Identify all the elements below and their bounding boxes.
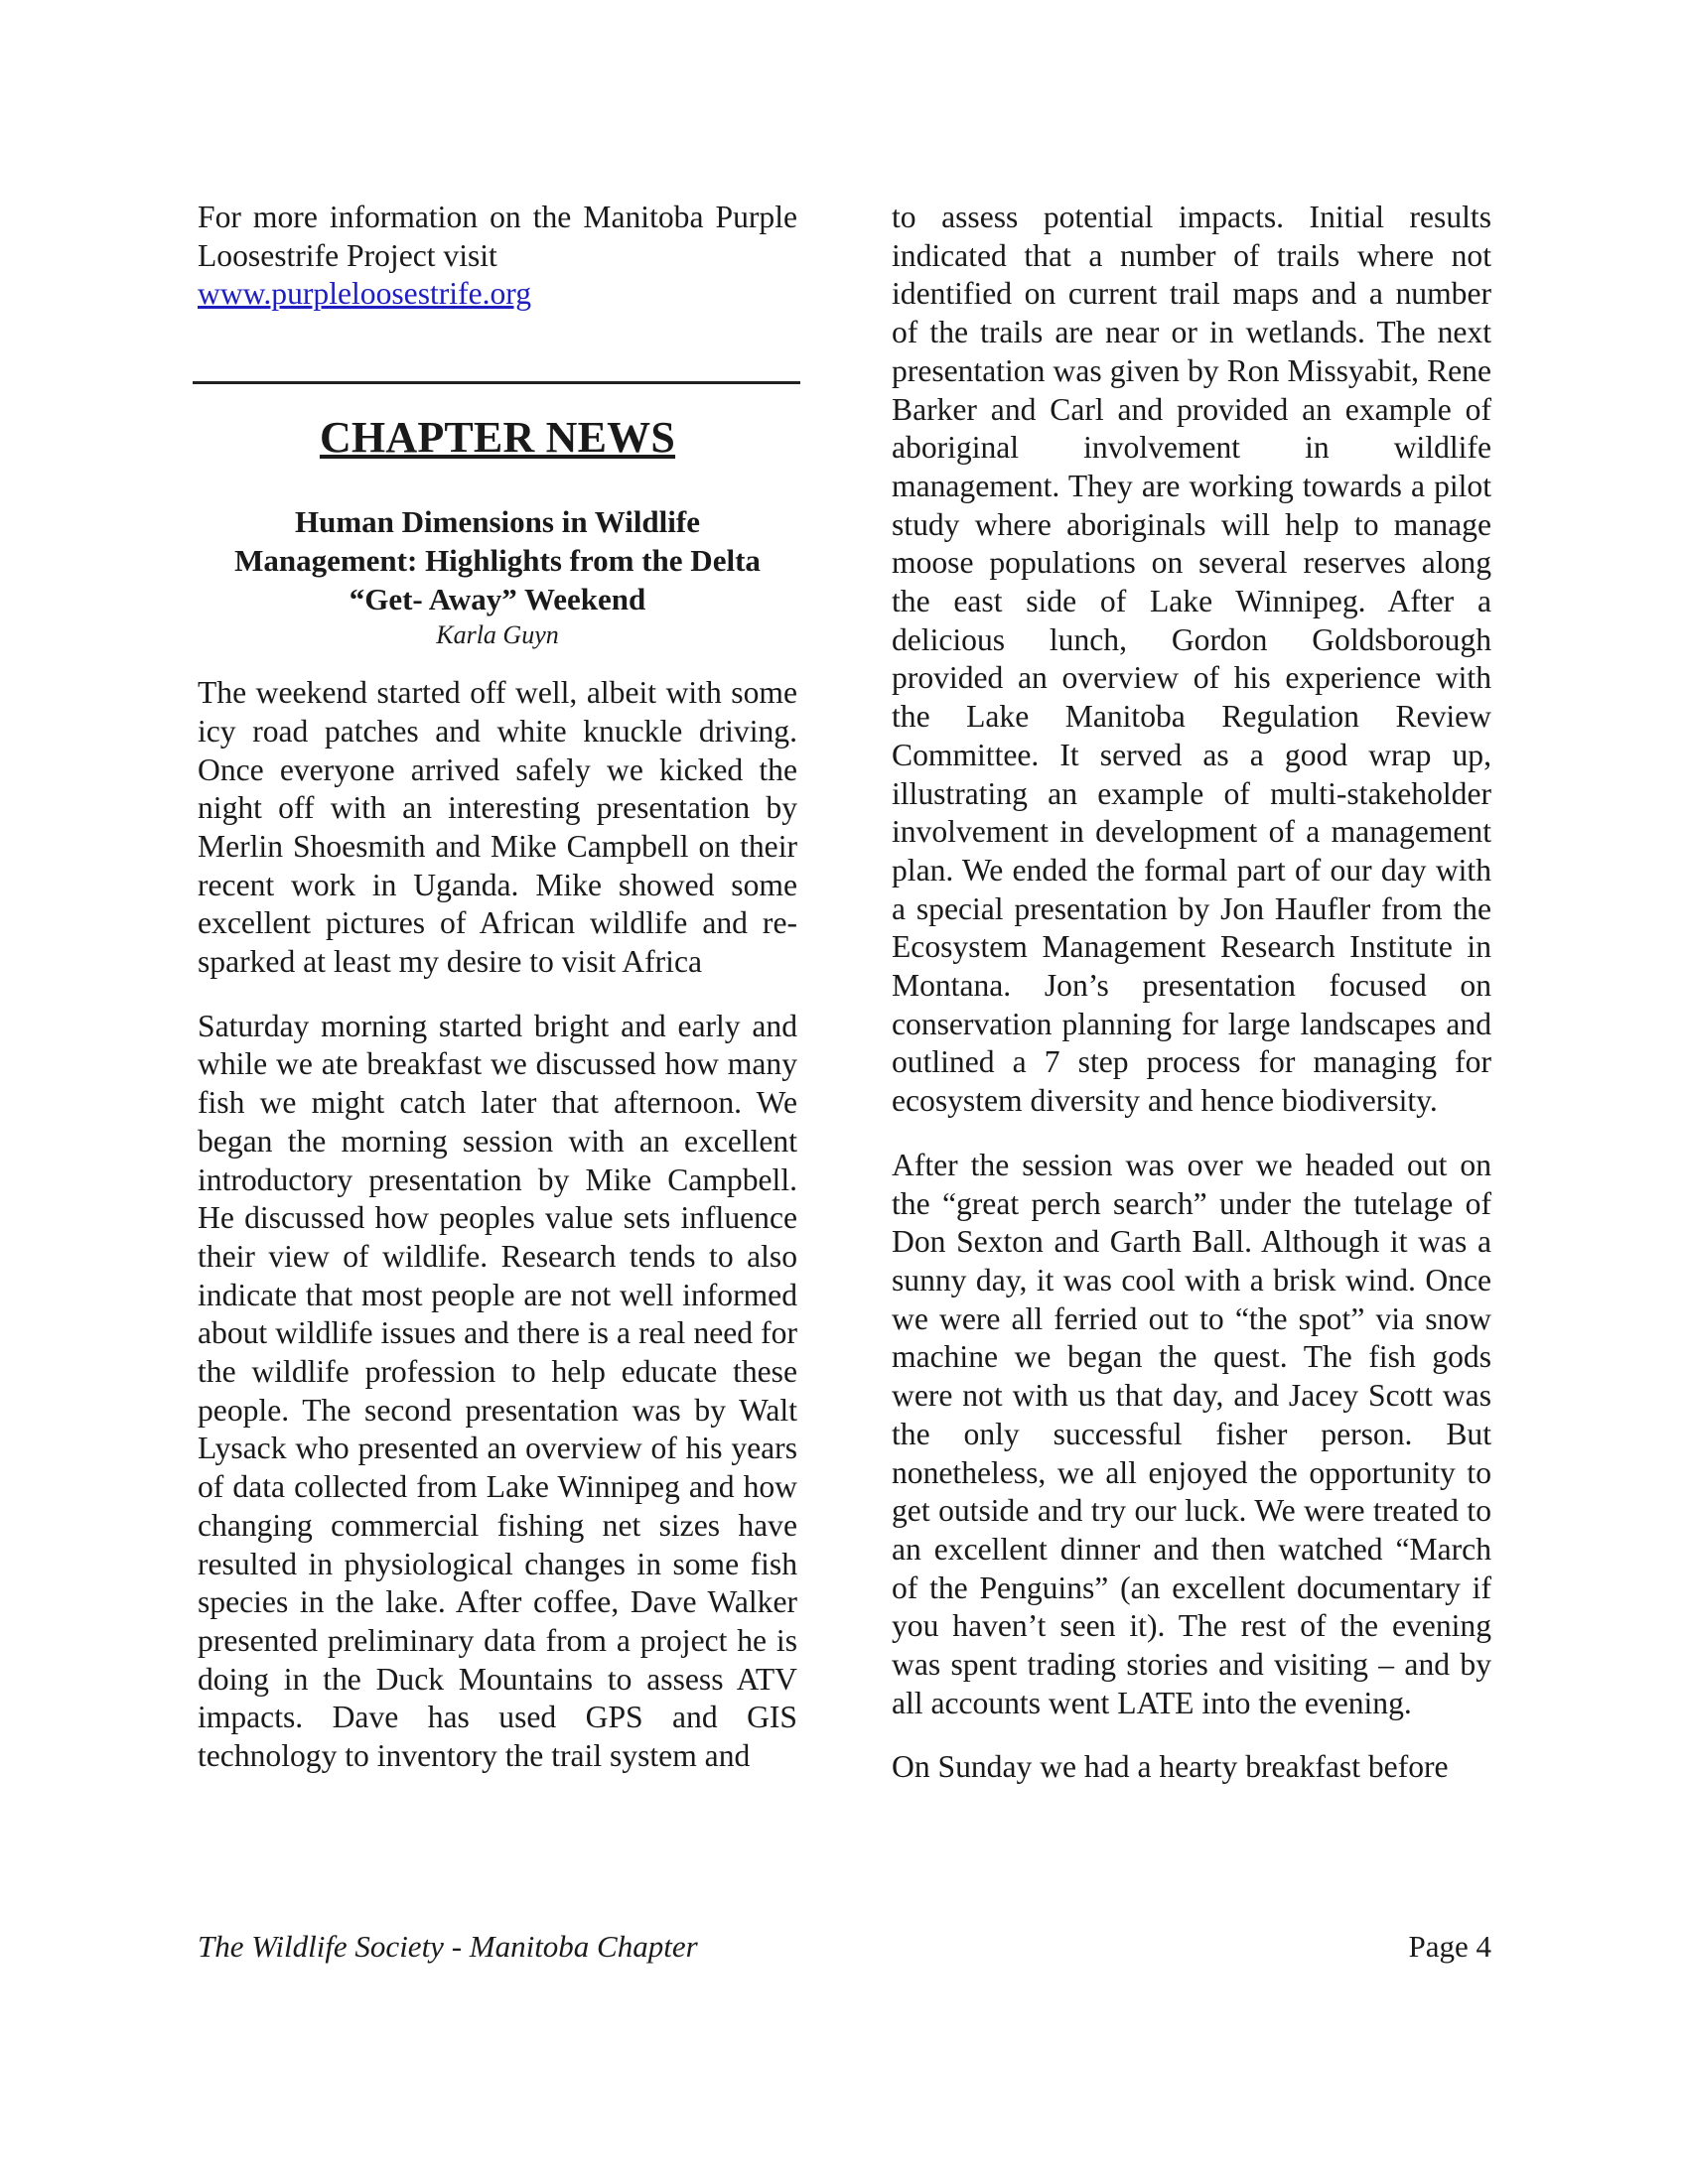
left-column (198, 199, 797, 1802)
left-paragraph-2: Saturday morning started bright and early and while we ate breakfast we discussed how many fish we might catch later that afternoon. We began the morning session with an excellent introductory presentation by Mike Campbell. He discussed how peoples value sets influence their view of wildlife. Research tends to also indicate that most people are not well informed about wildlife issues and there is a real need for the wildlife profession to help educate these people. The second presentation was by Walt Lysack who presented an overview of his years of data collected from Lake Winnipeg and how changing commercial fishing net sizes have resulted in physiological changes in some fish species in the lake. After coffee, Dave Walker presented preliminary data from a project he is doing in the Duck Mountains to assess ATV impacts. Dave has used GPS and GIS technology to inventory the trail system and (198, 1008, 797, 1774)
article-title-line-3: “Get- Away” Weekend (349, 582, 646, 617)
intro-text: For more information on the Manitoba Purple Loosestrife Project visit (198, 200, 797, 273)
article-title-line-2: Management: Highlights from the Delta (234, 543, 761, 579)
section-divider (193, 381, 800, 384)
article-author: Karla Guyn (436, 620, 559, 650)
article-title (198, 502, 797, 618)
intro-paragraph (198, 199, 797, 314)
article-title-line-1: Human Dimensions in Wildlife (295, 504, 700, 540)
left-paragraph-1: The weekend started off well, albeit with some icy road patches and white knuckle driving. Once everyone arrived safely we kicked the night off with an interesting presentation by Merlin Shoesmith and Mike Campbell on their recent work in Uganda. Mike showed some excellent pictures of African wildlife and re-sparked at least my desire to visit Africa (198, 675, 797, 980)
footer-publication: The Wildlife Society - Manitoba Chapter (198, 1929, 698, 1964)
right-column (892, 199, 1491, 1813)
purple-loosestrife-link[interactable]: www.purpleloosestrife.org (198, 276, 532, 312)
right-paragraph-3: On Sunday we had a hearty breakfast before (892, 1749, 1449, 1785)
footer-page-number: Page 4 (1408, 1929, 1491, 1964)
right-paragraph-2: After the session was over we headed out on the “great perch search” under the tutelage of Don Sexton and Garth Ball. Although it was a sunny day, it was cool with a brisk wind. Once we were all ferried out to “the spot” via snow machine we began the quest. The fish gods were not with us that day, and Jacey Scott was the only successful fisher person. But nonetheless, we all enjoyed the opportunity to get outside and try our luck. We were treated to an excellent dinner and then watched “March of the Penguins” (an excellent documentary if you haven’t seen it). The rest of the evening was spent trading stories and visiting – and by all accounts went LATE into the evening. (892, 1147, 1491, 1720)
section-title: CHAPTER NEWS (319, 413, 676, 463)
right-paragraph-1: to assess potential impacts. Initial results indicated that a number of trails where not identified on current trail maps and a number of the trails are near or in wetlands. The next presentation was given by Ron Missyabit, Rene Barker and Carl and provided an example of aboriginal involvement in wildlife management. They are working towards a pilot study where aboriginals will help to manage moose populations on several reserves along the east side of Lake Winnipeg. After a delicious lunch, Gordon Goldsborough provided an overview of his experience with the Lake Manitoba Regulation Review Committee. It served as a good wrap up, illustrating an example of multi-stakeholder involvement in development of a management plan. We ended the formal part of our day with a special presentation by Jon Haufler from the Ecosystem Management Research Institute in Montana. Jon’s presentation focused on conservation planning for large landscapes and outlined a 7 step process for managing for ecosystem diversity and hence biodiversity. (892, 200, 1491, 1119)
